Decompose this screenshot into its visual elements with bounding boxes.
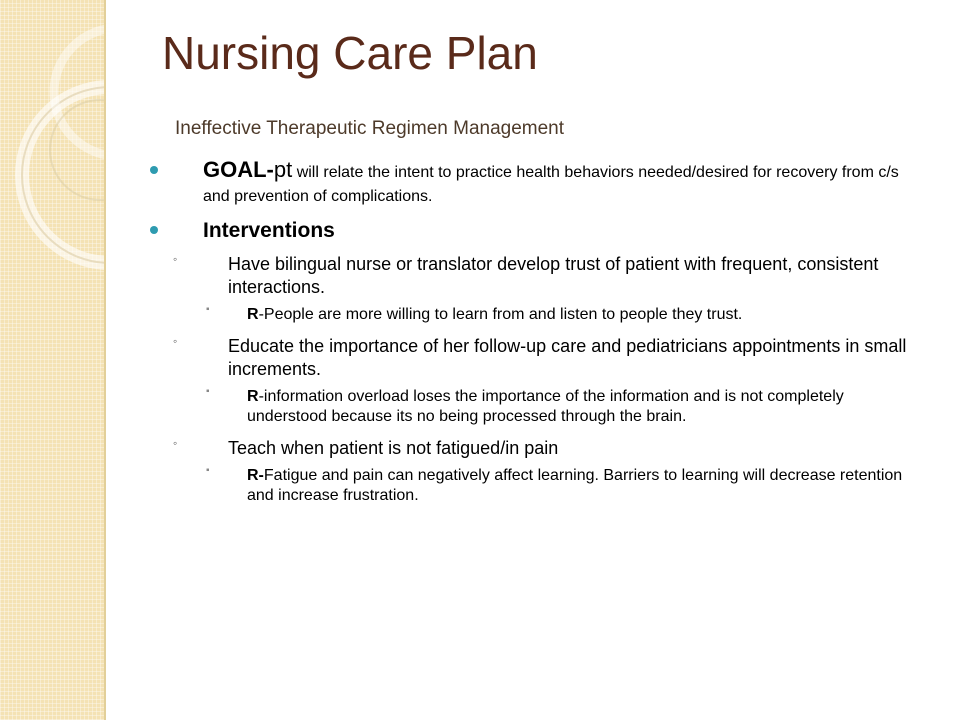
- decorative-rings-graphic: [0, 0, 106, 720]
- square-bullet-icon: ▪: [206, 465, 210, 476]
- rationale-item: [150, 387, 920, 427]
- intervention-item: [150, 335, 920, 381]
- hollow-circle-bullet-icon: ◦: [173, 334, 178, 348]
- goal-label: GOAL-: [203, 157, 274, 182]
- slide-title: Nursing Care Plan: [162, 27, 538, 79]
- intervention-item: [150, 437, 920, 460]
- hollow-circle-bullet-icon: ◦: [173, 252, 178, 266]
- rationale-label: R-: [247, 467, 264, 484]
- interventions-item: [150, 216, 920, 246]
- goal-prefix: pt: [273, 157, 293, 182]
- square-bullet-icon: ▪: [206, 304, 210, 315]
- intervention-text: Teach when patient is not fatigued/in pain: [228, 438, 559, 458]
- rationale-label: R: [247, 388, 259, 405]
- intervention-text: Educate the importance of her follow-up care and pediatricians appointments in small increments.: [228, 336, 907, 379]
- goal-text: will relate the intent to practice health behaviors needed/desired for recovery from c/s and prevention of complications.: [203, 164, 899, 205]
- bullet-dot-icon: [150, 166, 158, 174]
- slide-content: [150, 158, 920, 516]
- intervention-item: [150, 253, 920, 299]
- slide-subtitle: Ineffective Therapeutic Regimen Management: [175, 118, 565, 139]
- hollow-circle-bullet-icon: ◦: [173, 436, 178, 450]
- decorative-sidebar: [0, 0, 106, 720]
- intervention-text: Have bilingual nurse or translator develop trust of patient with frequent, consistent interactions.: [228, 254, 879, 297]
- rationale-item: [150, 466, 920, 506]
- square-bullet-icon: ▪: [206, 386, 210, 397]
- rationale-text: -People are more willing to learn from and listen to people they trust.: [258, 306, 743, 323]
- interventions-heading: Interventions: [203, 219, 335, 242]
- rationale-text: Fatigue and pain can negatively affect learning. Barriers to learning will decrease retention and increase frustration.: [247, 467, 903, 504]
- bullet-dot-icon: [150, 226, 158, 234]
- goal-item: [150, 158, 920, 209]
- rationale-item: [150, 305, 920, 325]
- rationale-text: -information overload loses the importance of the information and is not completely understood because its no being processed through the brain.: [247, 388, 844, 425]
- rationale-label: R: [247, 306, 259, 323]
